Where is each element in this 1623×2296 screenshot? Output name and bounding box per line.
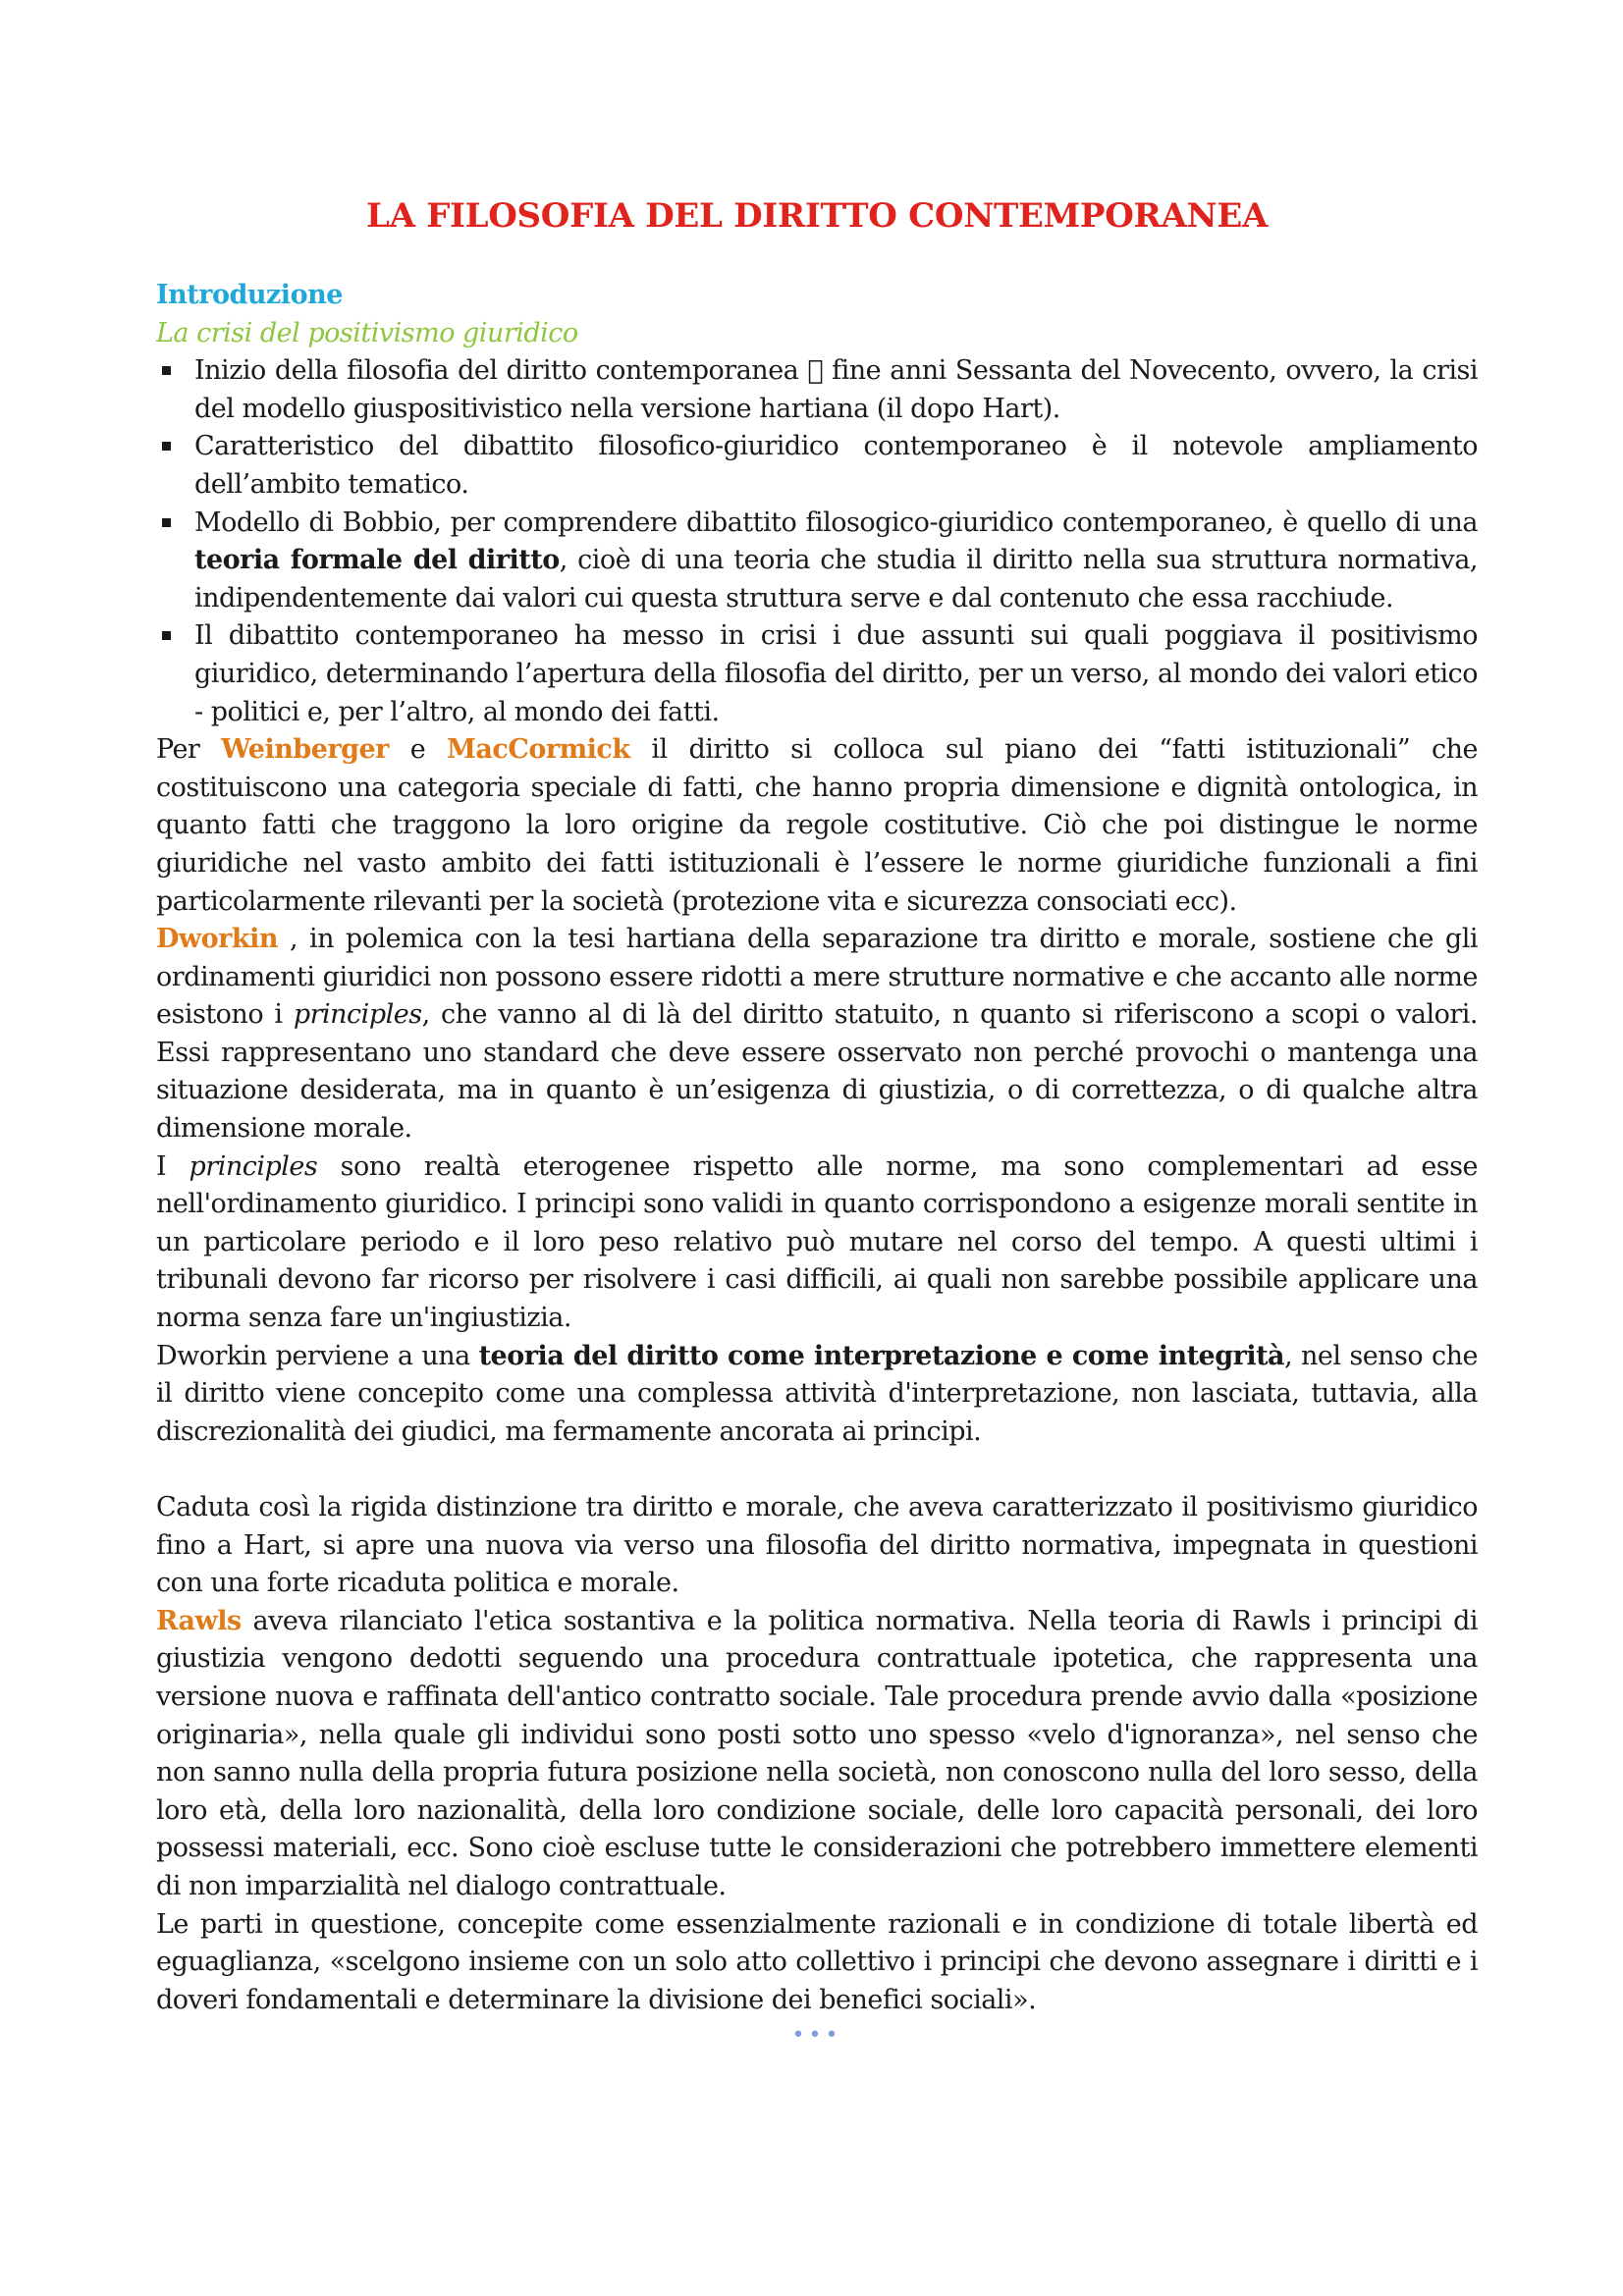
list-item: Modello di Bobbio, per comprendere dibattito filosogico-giuridico contemporaneo, è quello di una teoria formale del diritto, cioè di una teoria che studia il diritto nella sua struttura normativa, indipendentemente dai valori cui questa struttura serve e dal contenuto che essa racchiude.: [156, 505, 1478, 618]
paragraph-caduta: Caduta così la rigida distinzione tra diritto e morale, che aveva caratterizzato il positivismo giuridico fino a Hart, si apre una nuova via verso una filosofia del diritto normativa, impegnata in questioni con una forte ricaduta politica e morale.: [156, 1492, 1478, 1599]
author-name: Rawls: [156, 1605, 242, 1636]
paragraph-rawls: Rawls aveva rilanciato l'etica sostantiva e la politica normativa. Nella teoria di Rawls i principi di giustizia vengono dedotti seguendo una procedura contrattuale ipotetica, che rappresenta una versione nuova e raffinata dell'antico contratto sociale. Tale procedura prende avvio dalla «posizione originaria», nella quale gli individui sono posti sotto uno spesso «velo d'ignoranza», nel senso che non sanno nulla della propria futura posizione nella società, non conoscono nulla del loro sesso, della loro età, della loro nazionalità, della loro condizione sociale, delle loro capacità personali, dei loro possessi materiali, ecc. Sono cioè escluse tutte le considerazioni che potrebbero immettere elementi di non imparzialità nel dialogo contrattuale.: [156, 1605, 1478, 1901]
square-bullet-icon: [162, 631, 171, 640]
list-item: Il dibattito contemporaneo ha messo in crisi i due assunti sui quali poggiava il positivismo giuridico, determinando l’apertura della filosofia del diritto, per un verso, al mondo dei valori etico - politici e, per l’altro, al mondo dei fatti.: [156, 617, 1478, 731]
italic-term: principles: [189, 1150, 318, 1182]
italic-term: principles: [293, 999, 422, 1031]
blank-line: [156, 1451, 1478, 1489]
list-item: Inizio della filosofia del diritto contemporanea fine anni Sessanta del Novecento, ovvero, la crisi del modello giuspositivistico nella versione hartiana (il dopo Hart).: [156, 352, 1478, 428]
square-bullet-icon: [162, 366, 171, 375]
section-heading: Introduzione: [156, 280, 343, 310]
bold-term: teoria formale del diritto: [194, 545, 560, 576]
author-name: MacCormick: [447, 734, 630, 766]
bold-term: teoria del diritto come interpretazione e come integrità: [478, 1340, 1285, 1371]
document-page: [156, 192, 1478, 2049]
paragraph-weinberger: Per Weinberger e MacCormick il diritto si colloca sul piano dei “fatti istituzionali” che costituiscono una categoria speciale di fatti, che hanno propria dimensione e dignità ontologica, in quanto fatti che traggono la loro origine da regole costitutive. Ciò che poi distingue le norme giuridiche nel vasto ambito dei fatti istituzionali è l’essere le norme giuridiche funzionali a fini particolarmente rilevanti per la società (protezione vita e sicurezza consociati ecc).: [156, 734, 1478, 917]
paragraph-dworkin: Dworkin , in polemica con la tesi hartiana della separazione tra diritto e morale, sostiene che gli ordinamenti giuridici non possono essere ridotti a mere strutture normative e che accanto alle norme esistono i principles, che vanno al di là del diritto statuito, n quanto si riferiscono a scopi o valori. Essi rappresentano uno standard che deve essere osservato non perché provochi o mantenga una situazione desiderata, ma in quanto è un’esigenza di giustizia, o di correttezza, o di qualche altra dimensione morale.: [156, 924, 1478, 1145]
paragraph-parti: Le parti in questione, concepite come essenzialmente razionali e in condizione di totale libertà ed eguaglianza, «scelgono insieme con un solo atto collettivo i principi che devono assegnare i diritti e i doveri fondamentali e determinare la divisione dei benefici sociali».: [156, 1908, 1478, 2015]
square-bullet-icon: [162, 518, 171, 527]
square-bullet-icon: [162, 442, 171, 451]
page-title: LA FILOSOFIA DEL DIRITTO CONTEMPORANEA: [365, 196, 1269, 236]
author-name: Weinberger: [221, 734, 389, 766]
section-subheading: La crisi del positivismo giuridico: [156, 317, 578, 348]
arrow-icon: [807, 355, 823, 386]
continuation-dots-icon: •••: [791, 2023, 842, 2049]
paragraph-teoria: Dworkin perviene a una teoria del diritto come interpretazione e come integrità, nel senso che il diritto viene concepito come una complessa attività d'interpretazione, non lasciata, tuttavia, alla discrezionalità dei giudici, ma fermamente ancorata ai principi.: [156, 1340, 1478, 1447]
author-name: Dworkin: [156, 924, 278, 955]
bullet-list: [156, 352, 1478, 731]
paragraph-principles: I principles sono realtà eterogenee rispetto alle norme, ma sono complementari ad esse nell'ordinamento giuridico. I principi sono validi in quanto corrispondono a esigenze morali sentite in un particolare periodo e il loro peso relativo può mutare nel corso del tempo. A questi ultimi i tribunali devono far ricorso per risolvere i casi difficili, ai quali non sarebbe possibile applicare una norma senza fare un'ingiustizia.: [156, 1150, 1478, 1334]
list-item: Caratteristico del dibattito filosofico-giuridico contemporaneo è il notevole ampliamento dell’ambito tematico.: [156, 428, 1478, 504]
